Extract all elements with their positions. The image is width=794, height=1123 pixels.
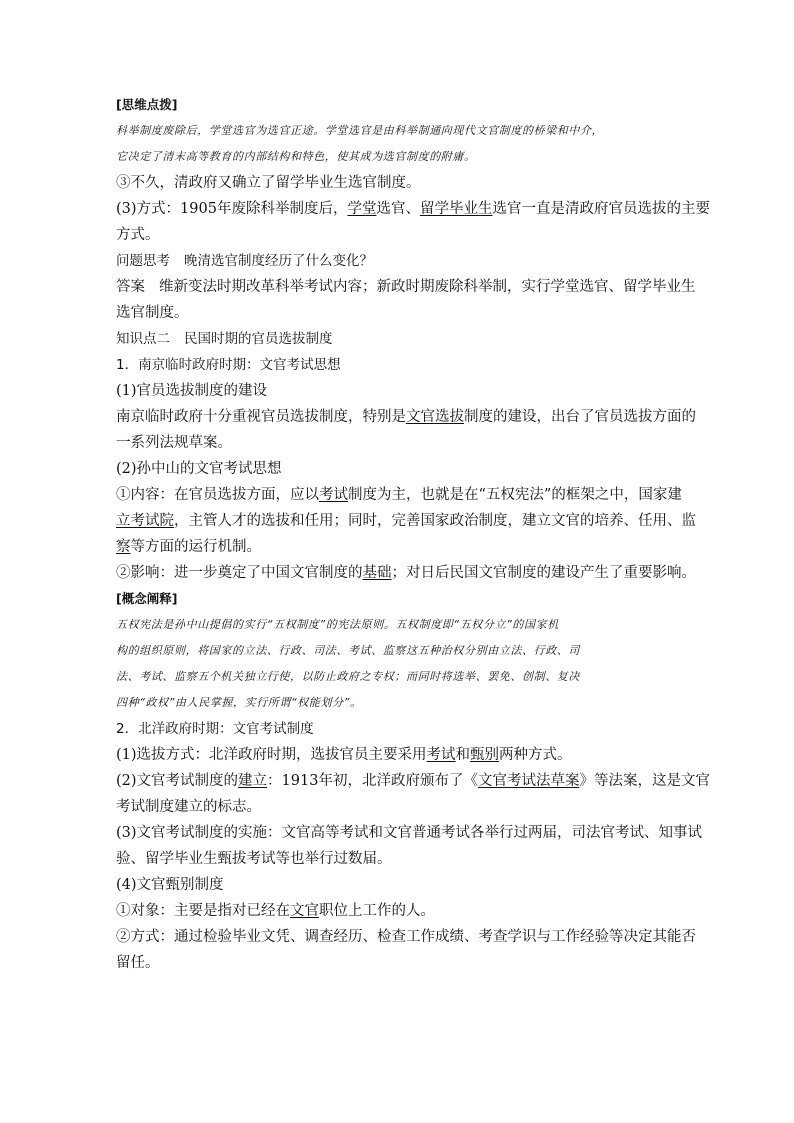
note-line: 它决定了清末高等教育的内部结构和特色，使其成为选官制度的附庸。 [116, 150, 476, 163]
text-run: 验、留学毕业生甄拔考试等也举行过数届。 [116, 851, 392, 867]
text-line [116, 274, 696, 300]
underlined-term: 考试 [319, 487, 348, 503]
text-run: 职位上工作的人。 [319, 903, 435, 919]
text-run: 制度为主，也就是在“五权宪法”的框架之中，国家建 [348, 487, 682, 503]
section-tag: [概念阐释] [116, 591, 178, 606]
text-run: 》等法案，这是文官 [579, 773, 710, 789]
text-line [116, 170, 682, 196]
note-line: 五权宪法是孙中山提倡的实行“五权制度”的宪法原则。五权制度即“五权分立”的国家机 [116, 618, 559, 631]
underlined-term: 文官 [290, 903, 319, 919]
text-run: 选官制度。 [116, 305, 189, 321]
heading-line [116, 716, 682, 742]
text-run: ：1913年初，北洋政府颁布了《 [267, 773, 478, 789]
text-line [116, 378, 682, 404]
text-run: 1．南京临时政府时期：文官考试思想 [116, 357, 341, 373]
text-line [116, 898, 682, 924]
underlined-term: 留学毕业生 [419, 201, 493, 217]
text-run: 晚清选官制度经历了什么变化？ [184, 253, 373, 269]
underlined-term: 建立 [238, 773, 268, 789]
text-run: 问题思考 [116, 253, 170, 269]
text-run: ①对象：主要是指对已经在 [116, 903, 290, 919]
text-run: 和 [455, 747, 471, 763]
document-page [116, 92, 710, 976]
text-run: ②影响：进一步奠定了中国文官制度的 [116, 565, 363, 581]
text-run: 知识点二 [116, 331, 170, 347]
text-line [116, 742, 682, 768]
heading-line [116, 248, 682, 274]
text-run: 选官一直是清政府官员选拔的主要 [492, 201, 710, 217]
text-line [116, 196, 710, 222]
underlined-term: 立考试院 [116, 513, 174, 529]
text-run: (3)文官考试制度的实施：文官高等考试和文官普通考试各举行过两届，司法官考试、知事试 [116, 825, 703, 841]
text-line [116, 846, 682, 872]
text-line [116, 534, 682, 560]
text-line [116, 820, 703, 846]
text-run: ③不久，清政府又确立了留学毕业生选官制度。 [116, 175, 421, 191]
text-run: 南京临时政府十分重视官员选拔制度，特别是 [116, 409, 406, 425]
text-line [116, 560, 696, 586]
underlined-term: 文官考试法草案 [477, 773, 580, 789]
text-run: (3)方式：1905年废除科举制度后， [116, 201, 348, 217]
text-line [116, 950, 682, 976]
text-run: 考试制度建立的标志。 [116, 799, 261, 815]
text-line [116, 768, 710, 794]
text-run: (2)文官考试制度的 [116, 773, 239, 789]
text-line [116, 508, 696, 534]
underlined-term: 考试 [426, 747, 456, 763]
text-run: 选官、 [376, 201, 420, 217]
text-run: 答案 [116, 279, 145, 295]
underlined-term: 文官选拔 [406, 409, 464, 425]
text-run: ②方式：通过检验毕业文凭、调查经历、检查工作成绩、考查学识与工作经验等决定其能否 [116, 929, 696, 945]
text-line [116, 456, 682, 482]
text-run: 留任。 [116, 955, 160, 971]
underlined-term: 基础 [362, 565, 392, 581]
note-line: 构的组织原则，将国家的立法、行政、司法、考试、监察这五种治权分别由立法、行政、司 [116, 644, 580, 657]
text-line [116, 300, 682, 326]
note-line: 四种“政权”由人民掌握，实行所谓“权能划分”。 [116, 696, 362, 709]
text-run: (2)孙中山的文官考试思想 [116, 461, 282, 477]
section-tag: [思维点拨] [116, 97, 178, 112]
note-line: 法、考试、监察五个机关独立行使，以防止政府之专权；而同时将选举、罢免、创制、复决 [116, 670, 580, 683]
text-run: 2．北洋政府时期：文官考试制度 [116, 721, 314, 737]
text-line [116, 222, 682, 248]
text-run: (1)官员选拔制度的建设 [116, 383, 268, 399]
text-run: 一系列法规草案。 [116, 435, 232, 451]
text-run: 维新变法时期改革科举考试内容；新政时期废除科举制，实行学堂选官、留学毕业生 [159, 279, 696, 295]
text-run: ①内容：在官员选拔方面，应以 [116, 487, 319, 503]
underlined-term: 学堂 [347, 201, 377, 217]
text-line [116, 430, 682, 456]
heading-line [116, 326, 682, 352]
text-run: 制度的建设，出台了官员选拔方面的 [464, 409, 696, 425]
text-run: 民国时期的官员选拔制度 [184, 331, 333, 347]
text-run: (4)文官甄别制度 [116, 877, 224, 893]
text-line [116, 924, 696, 950]
text-run: ；对日后民国文官制度的建设产生了重要影响。 [391, 565, 696, 581]
text-run: 两种方式。 [499, 747, 572, 763]
text-run: (1)选拔方式：北洋政府时期，选拔官员主要采用 [116, 747, 427, 763]
text-run: 等方面的运行机制。 [130, 539, 261, 555]
note-line: 科举制度废除后，学堂选官为选官正途。学堂选官是由科举制通向现代文官制度的桥梁和中介， [116, 124, 604, 137]
underlined-term: 甄别 [470, 747, 500, 763]
text-line [116, 794, 682, 820]
text-line [116, 482, 682, 508]
text-line [116, 872, 682, 898]
underlined-term: 察 [116, 539, 131, 555]
text-line [116, 404, 696, 430]
heading-line [116, 352, 682, 378]
text-run: 方式。 [116, 227, 160, 243]
text-run: ，主管人才的选拔和任用；同时，完善国家政治制度，建立文官的培养、任用、监 [174, 513, 696, 529]
